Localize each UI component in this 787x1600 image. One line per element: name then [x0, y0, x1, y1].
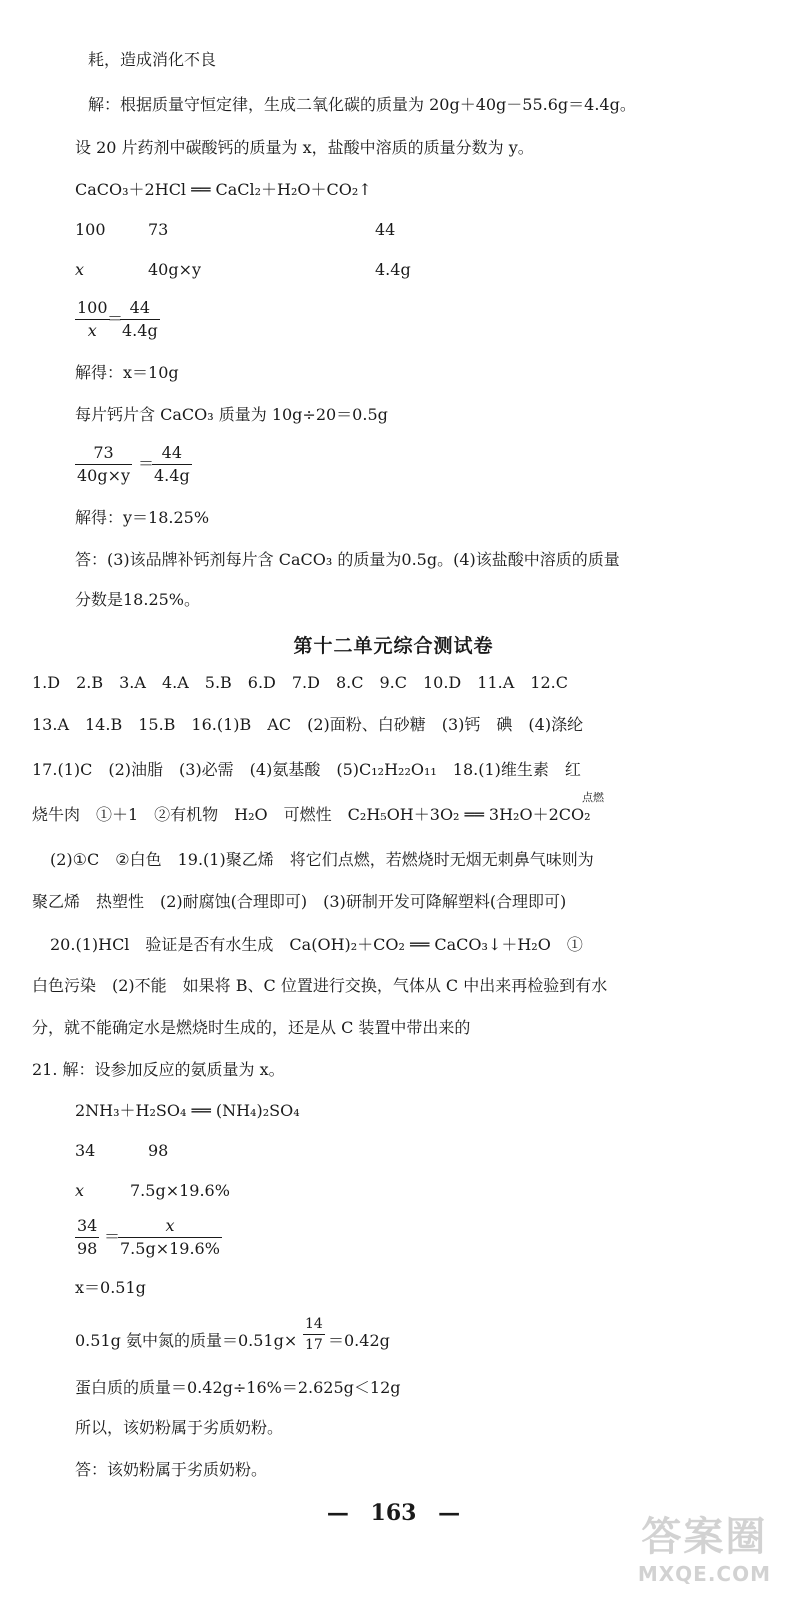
text-line: 耗，造成消化不良 [88, 50, 217, 69]
ratio-value: 40g×y [148, 260, 202, 279]
answer-line: (2)①C ②白色 19.(1)聚乙烯 将它们点燃，若燃烧时无烟无刺鼻气味则为 [50, 850, 594, 869]
ratio-value: 44 [375, 220, 396, 239]
fraction-denominator: 98 [77, 1239, 98, 1258]
answer-line: 20.(1)HCl 验证是否有水生成 Ca(OH)₂＋CO₂ ══ CaCO₃↓＋H₂O ① [50, 935, 583, 954]
fraction [75, 445, 132, 484]
answer-line: 1.D 2.B 3.A 4.A 5.B 6.D 7.D 8.C 9.C 10.D 11.A 12.C [32, 673, 568, 692]
section-title: 第十二单元综合测试卷 [293, 635, 494, 657]
fraction-numerator: x [118, 1218, 222, 1238]
ratio-value: 98 [148, 1141, 169, 1160]
page-dash: — [438, 1500, 461, 1526]
chemical-equation: CaCO₃＋2HCl ══ CaCl₂＋H₂O＋CO₂↑ [75, 180, 372, 199]
fraction-numerator: 34 [75, 1218, 99, 1238]
fraction-numerator: 100 [75, 300, 110, 320]
watermark-text: 答案圈 [641, 1514, 768, 1560]
text-line: 解：根据质量守恒定律，生成二氧化碳的质量为 20g＋40g－55.6g＝4.4g。 [88, 95, 636, 114]
text-line: 解得：x＝10g [75, 363, 179, 382]
fraction-denominator: 17 [305, 1337, 323, 1353]
answer-line: 烧牛肉 ①＋1 ②有机物 H₂O 可燃性 C₂H₅OH＋3O₂ ══ 3H₂O＋2CO₂ [32, 805, 591, 824]
chemical-equation: 2NH₃＋H₂SO₄ ══ (NH₄)₂SO₄ [75, 1101, 300, 1120]
equals-sign: ＝ [107, 309, 124, 328]
text-line: 蛋白质的质量＝0.42g÷16%＝2.625g＜12g [75, 1378, 401, 1397]
ratio-value: 73 [148, 220, 169, 239]
text-line: x＝0.51g [75, 1278, 146, 1297]
equals-sign: ＝ [104, 1227, 121, 1246]
text-line: 每片钙片含 CaCO₃ 质量为 10g÷20＝0.5g [75, 405, 388, 424]
page-number-value: 163 [370, 1500, 417, 1526]
fraction [75, 1218, 99, 1257]
ratio-value: 34 [75, 1141, 96, 1160]
fraction-numerator: 14 [303, 1317, 325, 1335]
text-line: 解得：y＝18.25% [75, 508, 210, 527]
ratio-value: 7.5g×19.6% [130, 1181, 230, 1200]
text-line: 答：该奶粉属于劣质奶粉。 [75, 1460, 268, 1479]
fraction-numerator: 44 [120, 300, 160, 320]
fraction-numerator: 73 [75, 445, 132, 465]
text-line: 答：(3)该品牌补钙剂每片含 CaCO₃ 的质量为0.5g。(4)该盐酸中溶质的质量 [75, 550, 620, 569]
fraction-denominator: 4.4g [154, 466, 190, 485]
fraction [120, 300, 160, 339]
text-line: 0.51g 氨中氮的质量＝0.51g× [75, 1331, 298, 1350]
answer-line: 分，就不能确定水是燃烧时生成的，还是从 C 装置中带出来的 [32, 1018, 471, 1037]
fraction-denominator: 7.5g×19.6% [120, 1239, 220, 1258]
text-line: 分数是18.25%。 [75, 590, 201, 609]
fraction [152, 445, 192, 484]
fraction [75, 300, 110, 339]
text-line: 21. 解：设参加反应的氨质量为 x。 [32, 1060, 285, 1079]
ratio-value: 4.4g [375, 260, 411, 279]
reaction-condition: 点燃 [582, 791, 604, 804]
answer-line: 17.(1)C (2)油脂 (3)必需 (4)氨基酸 (5)C₁₂H₂₂O₁₁ 18.(1)维生素 红 [32, 760, 581, 779]
fraction-numerator: 44 [152, 445, 192, 465]
answer-line: 白色污染 (2)不能 如果将 B、C 位置进行交换，气体从 C 中出来再检验到有水 [32, 976, 608, 995]
fraction-denominator: x [87, 321, 97, 340]
answer-line: 聚乙烯 热塑性 (2)耐腐蚀(合理即可) (3)研制开发可降解塑料(合理即可) [32, 892, 567, 911]
text-line: ＝0.42g [328, 1331, 390, 1350]
ratio-value: x [75, 260, 85, 279]
fraction-denominator: 4.4g [122, 321, 158, 340]
text-line: 所以，该奶粉属于劣质奶粉。 [75, 1418, 284, 1437]
fraction [303, 1317, 325, 1352]
ratio-value: x [75, 1181, 85, 1200]
page-dash: — [326, 1500, 349, 1526]
equals-sign: ＝ [138, 454, 155, 473]
watermark-url: MXQE.COM [637, 1562, 771, 1586]
ratio-value: 100 [75, 220, 106, 239]
text-line: 设 20 片药剂中碳酸钙的质量为 x，盐酸中溶质的质量分数为 y。 [75, 138, 534, 157]
fraction [118, 1218, 222, 1257]
answer-line: 13.A 14.B 15.B 16.(1)B AC (2)面粉、白砂糖 (3)钙 碘 (4)涤纶 [32, 715, 584, 734]
fraction-denominator: 40g×y [77, 466, 131, 485]
watermark-logo [638, 1505, 771, 1586]
